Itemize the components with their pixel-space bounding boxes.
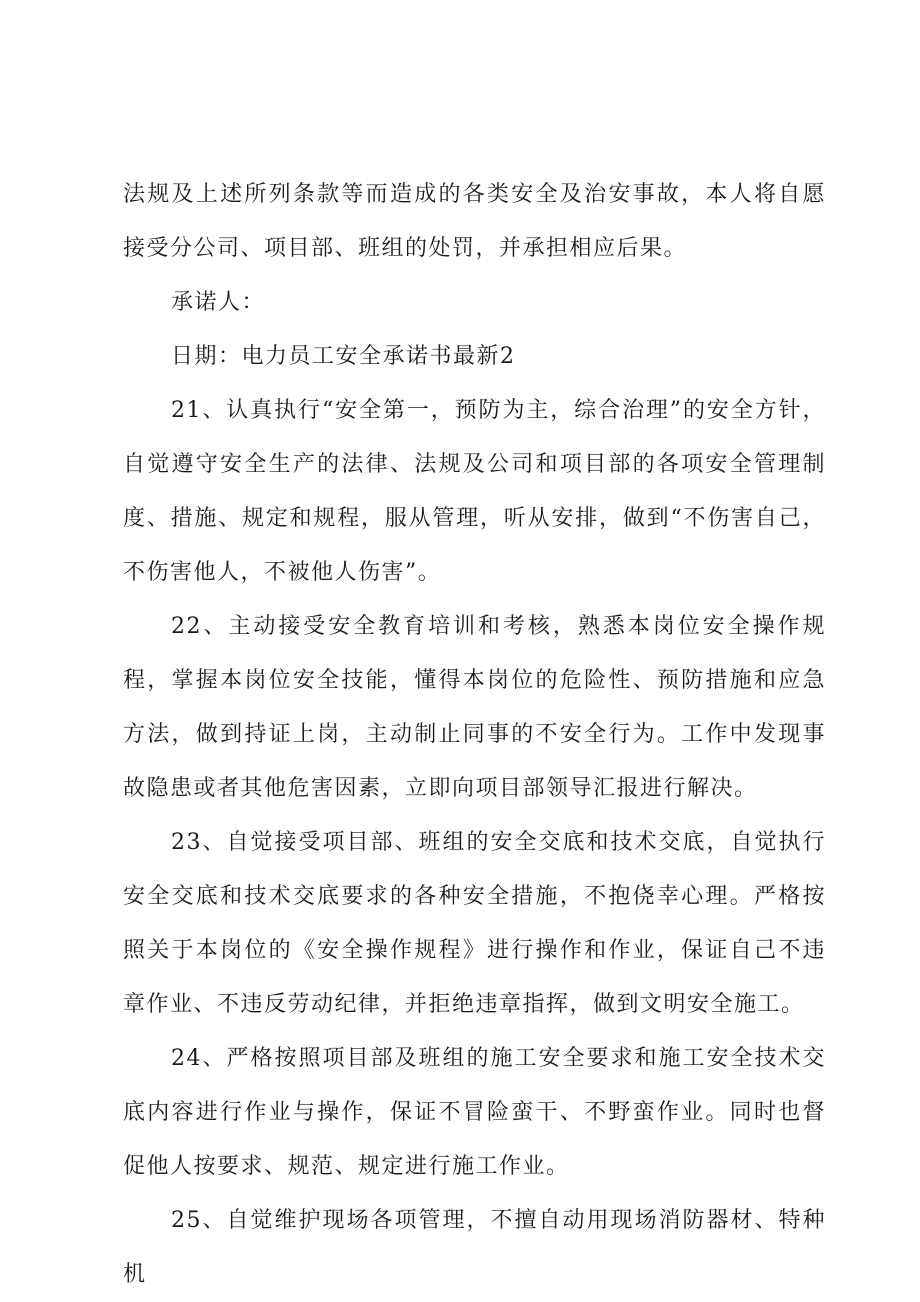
paragraph-item-24: 24、严格按照项目部及班组的施工安全要求和施工安全技术交底内容进行作业与操作，保证不冒险蛮干、不野蛮作业。同时也督促他人按要求、规范、规定进行施工作业。 <box>123 1046 826 1179</box>
document-body <box>123 168 826 1302</box>
paragraph-date-title: 日期：电力员工安全承诺书最新2 <box>171 344 516 369</box>
paragraph-item-23: 23、自觉接受项目部、班组的安全交底和技术交底，自觉执行安全交底和技术交底要求的各种安全措施，不抱侥幸心理。严格按照关于本岗位的《安全操作规程》进行操作和作业，保证自己不违章作业、不违反劳动纪律，并拒绝违章指挥，做到文明安全施工。 <box>123 830 826 1017</box>
paragraph-continuation: 法规及上述所列条款等而造成的各类安全及治安事故，本人将自愿接受分公司、项目部、班组的处罚，并承担相应后果。 <box>123 182 826 261</box>
paragraph-signatory: 承诺人： <box>171 290 266 315</box>
paragraph-item-21: 21、认真执行“安全第一，预防为主，综合治理”的安全方针，自觉遵守安全生产的法律、法规及公司和项目部的各项安全管理制度、措施、规定和规程，服从管理，听从安排，做到“不伤害自己，不伤害他人，不被他人伤害”。 <box>123 398 826 585</box>
paragraph-item-22: 22、主动接受安全教育培训和考核，熟悉本岗位安全操作规程，掌握本岗位安全技能，懂得本岗位的危险性、预防措施和应急方法，做到持证上岗，主动制止同事的不安全行为。工作中发现事故隐患或者其他危害因素，立即向项目部领导汇报进行解决。 <box>123 614 826 801</box>
paragraph-item-25: 25、自觉维护现场各项管理，不擅自动用现场消防器材、特种机 <box>123 1208 826 1287</box>
